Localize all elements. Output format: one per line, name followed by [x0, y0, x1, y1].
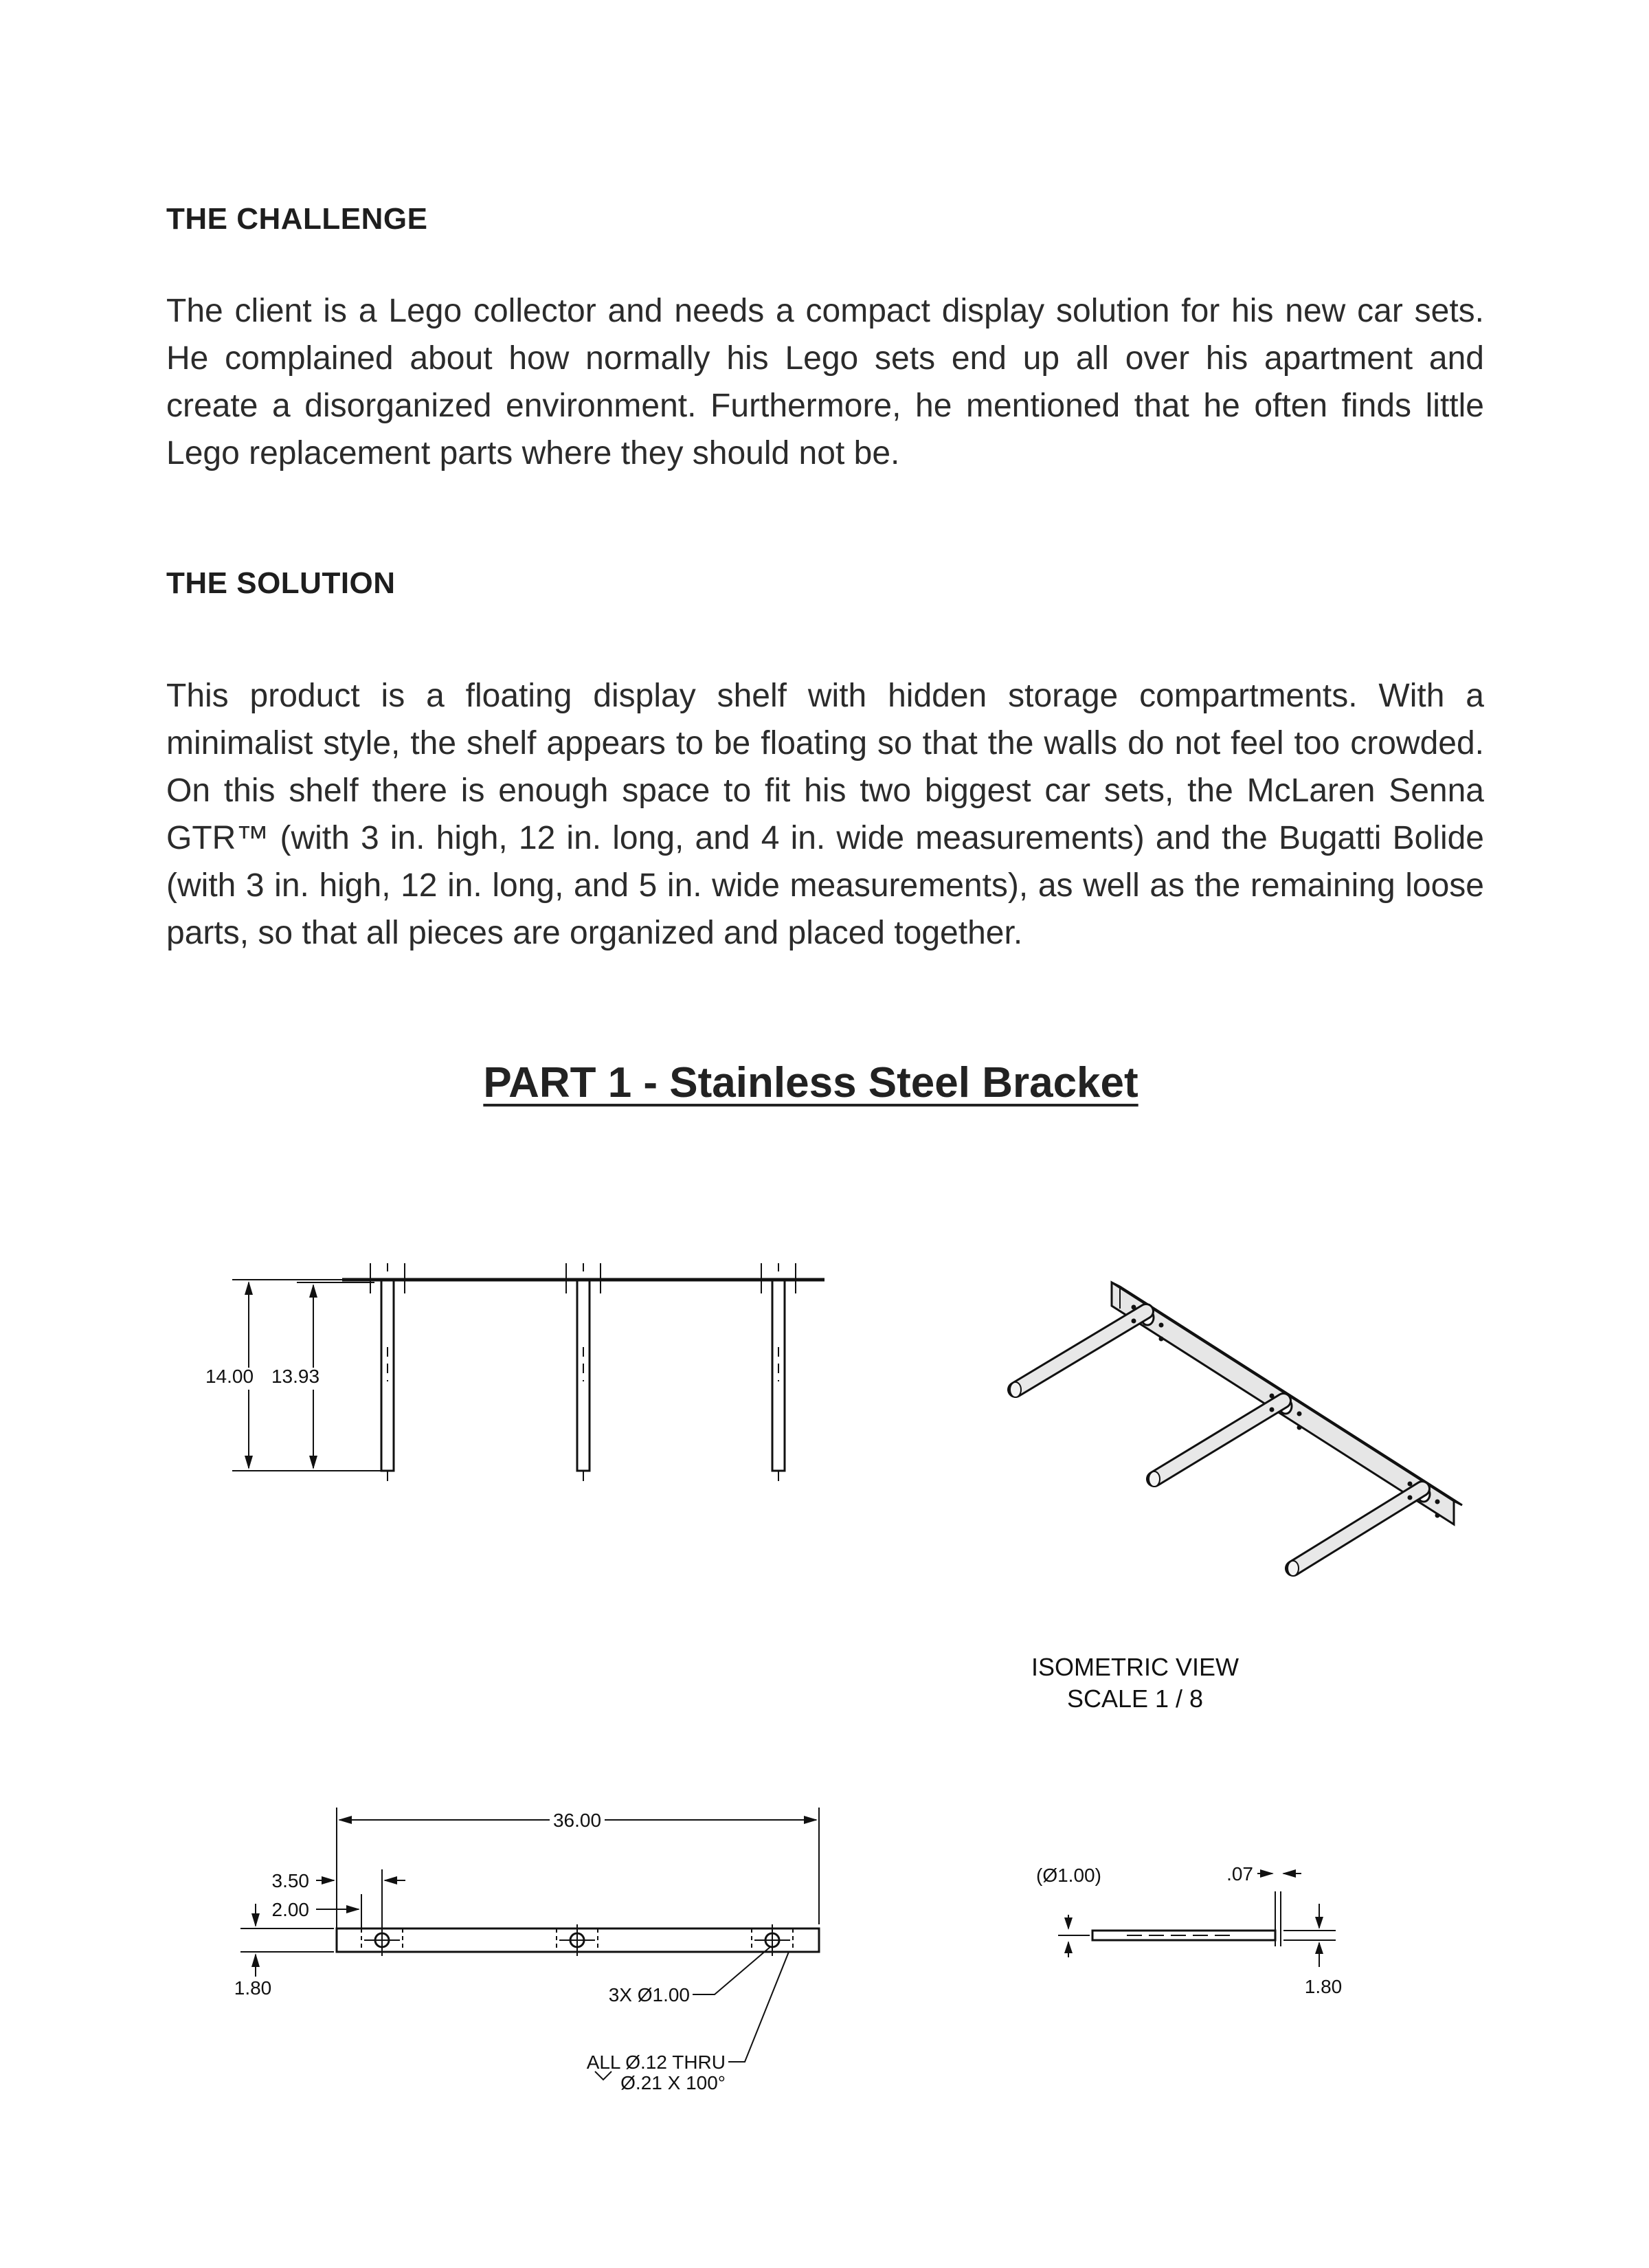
challenge-paragraph: The client is a Lego collector and needs a compact display solution for his new car sets. He complained about how normally his Lego sets end up all over his apartment and create a disorganized environment. Furthermore, he mentioned that he often finds little Lego replacement parts where they should not be. [166, 293, 1484, 471]
dim-offset-b: 2.00 [271, 1899, 309, 1920]
side-view [1058, 1874, 1336, 1967]
dim-top-width: 1.80 [234, 1977, 272, 1999]
dim-side-thickness: .07 [1226, 1863, 1253, 1885]
solution-heading: THE SOLUTION [166, 566, 396, 600]
dim-front-overall-height: 14.00 [205, 1366, 254, 1387]
challenge-heading: THE CHALLENGE [166, 202, 428, 236]
front-view [232, 1263, 824, 1481]
dim-side-width: 1.80 [1304, 1976, 1343, 1997]
isometric-label: ISOMETRIC VIEW [1031, 1653, 1239, 1681]
solution-paragraph: This product is a floating display shelf with hidden storage compartments. With a minimalist style, the shelf appears to be floating so that the walls do not feel too crowded. On this shelf there is enough space to fit his two biggest car sets, the McLaren Senna GTR™ (with 3 in. high, 12 in. long, and 4 in. wide measurements) and the Bugatti Bolide (with 3 in. high, 12 in. long, and 5 in. wide measurements), as well as the remaining loose parts, so that all pieces are organized and placed together. [166, 678, 1484, 951]
top-view [240, 1808, 819, 2080]
dim-top-length: 36.00 [552, 1810, 602, 1831]
hole-callout: 3X Ø1.00 [608, 1984, 690, 2005]
isometric-scale: SCALE 1 / 8 [1066, 1685, 1204, 1713]
dim-side-diameter: (Ø1.00) [1036, 1865, 1101, 1886]
thru-note: ALL Ø.12 THRU [586, 2052, 726, 2073]
isometric-view [1010, 1282, 1462, 1576]
part-title: PART 1 - Stainless Steel Bracket [483, 1059, 1138, 1107]
countersink-note: Ø.21 X 100° [620, 2072, 726, 2093]
dim-offset-a: 3.50 [271, 1870, 309, 1891]
dim-front-rod-length: 13.93 [271, 1366, 320, 1387]
